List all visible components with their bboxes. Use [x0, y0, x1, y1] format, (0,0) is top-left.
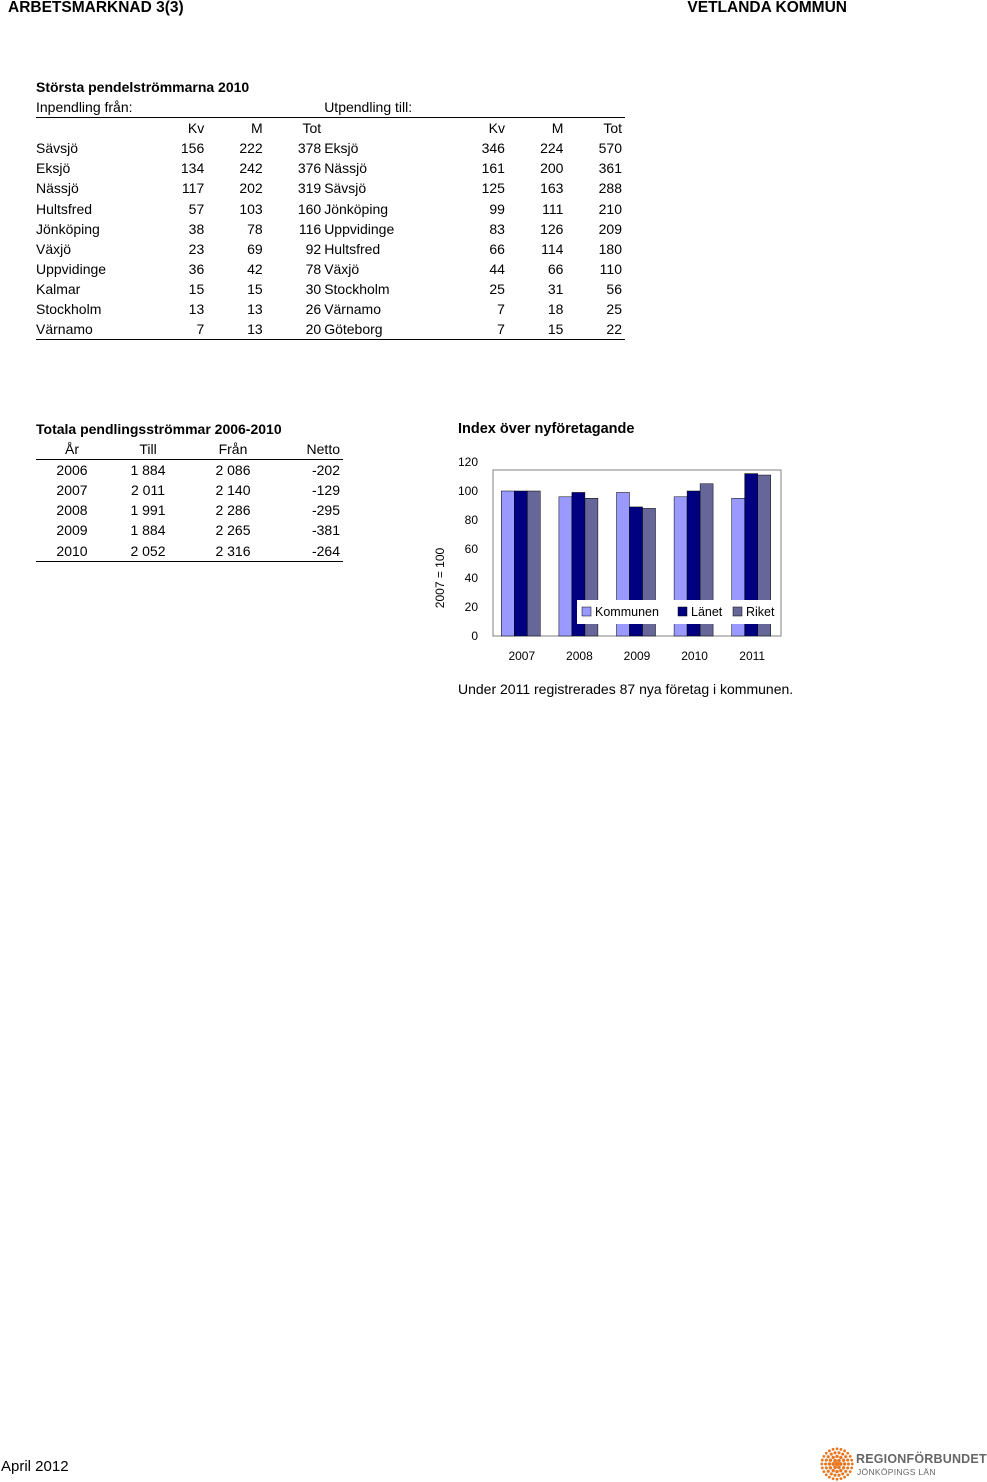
municipality-name: Kalmar: [36, 280, 81, 297]
y-tick-label: 80: [464, 513, 478, 527]
bar-kommunen-2007: [501, 491, 514, 636]
value-cell: 1 884: [130, 462, 166, 479]
count-cell: 69: [247, 240, 263, 257]
count-cell: 31: [547, 280, 564, 297]
municipality-name: Växjö: [324, 260, 360, 277]
count-cell: 42: [247, 260, 263, 277]
value-cell: -381: [311, 522, 340, 539]
table-row: [36, 219, 625, 239]
count-cell: 13: [247, 300, 263, 317]
x-tick-label: 2010: [681, 649, 708, 663]
bar-riket-2007: [527, 491, 540, 636]
col-header: Tot: [603, 120, 622, 137]
table-row: [36, 299, 625, 319]
totala-table: [36, 439, 343, 562]
y-tick-label: 60: [464, 542, 478, 556]
table-row: [36, 158, 625, 178]
logo-name: REGIONFÖRBUNDET: [856, 1452, 987, 1466]
y-tick-label: 20: [464, 600, 478, 614]
bar-länet-2007: [514, 491, 527, 636]
count-cell: 156: [180, 140, 205, 157]
municipality-name: Jönköping: [36, 220, 100, 237]
table-row: [36, 480, 343, 500]
municipality-name: Nässjö: [324, 160, 367, 177]
value-cell: -202: [311, 462, 340, 479]
count-cell: 25: [489, 280, 505, 297]
municipality-name: Nässjö: [36, 180, 79, 197]
count-cell: 7: [450, 319, 508, 340]
col-header: Kv: [187, 120, 205, 137]
municipality-name: Eksjö: [36, 160, 71, 177]
table-row: [36, 500, 343, 520]
municipality-name: Stockholm: [36, 300, 102, 317]
legend-swatch: [582, 607, 591, 616]
x-tick-label: 2011: [739, 649, 766, 663]
count-cell: 78: [305, 260, 322, 277]
x-tick-label: 2007: [508, 649, 536, 663]
value-cell: 1 991: [130, 502, 166, 519]
value-cell: 2 052: [108, 540, 188, 561]
value-cell: 2 265: [215, 522, 251, 539]
count-cell: 23: [188, 240, 205, 257]
municipality-name: Sävsjö: [324, 180, 367, 197]
legend-swatch: [733, 607, 742, 616]
count-cell: 18: [547, 300, 564, 317]
count-cell: 180: [598, 240, 622, 257]
col-header: Till: [108, 439, 188, 460]
count-cell: 56: [606, 280, 622, 297]
bar-kommunen-2008: [559, 497, 572, 636]
count-cell: 22: [566, 319, 625, 340]
count-cell: 30: [305, 280, 322, 297]
count-cell: 110: [599, 260, 622, 277]
count-cell: 66: [489, 240, 505, 257]
year-cell: 2010: [36, 540, 108, 561]
year-cell: 2007: [56, 482, 88, 499]
table-row: [36, 138, 625, 158]
count-cell: 15: [508, 319, 566, 340]
count-cell: 209: [598, 220, 622, 237]
count-cell: 361: [598, 160, 622, 177]
municipality-name: Eksjö: [324, 140, 359, 157]
municipality-name: Stockholm: [324, 280, 390, 297]
municipality-name: Uppvidinge: [36, 260, 107, 277]
value-cell: -264: [278, 540, 343, 561]
table-row: [36, 319, 625, 340]
count-cell: 66: [547, 260, 564, 277]
utpendling-label: Utpendling till:: [324, 97, 625, 118]
municipality-name: Jönköping: [324, 200, 389, 217]
count-cell: 376: [297, 160, 322, 177]
count-cell: 346: [481, 140, 505, 157]
municipality-name: Sävsjö: [36, 140, 79, 157]
x-tick-label: 2009: [623, 649, 651, 663]
count-cell: 20: [266, 319, 324, 340]
legend-label: Kommunen: [595, 605, 659, 619]
col-header: År: [36, 439, 108, 460]
value-cell: 2 140: [215, 482, 251, 499]
count-cell: 200: [540, 160, 564, 177]
municipality-name: Växjö: [36, 240, 72, 257]
count-cell: 117: [181, 180, 205, 197]
header-municipality: VETLANDA KOMMUN: [687, 0, 847, 16]
count-cell: 38: [188, 220, 205, 237]
table-row: [36, 239, 625, 259]
table-row: [36, 520, 343, 540]
count-cell: 378: [297, 140, 322, 157]
col-header: Från: [188, 439, 278, 460]
count-cell: 15: [247, 280, 263, 297]
count-cell: 44: [489, 260, 505, 277]
count-cell: 99: [489, 200, 505, 217]
count-cell: 224: [540, 140, 564, 157]
count-cell: 570: [598, 140, 622, 157]
regionforbundet-logo-icon: [820, 1447, 854, 1481]
col-header: Tot: [302, 120, 322, 137]
table-row: [36, 279, 625, 299]
legend-label: Riket: [746, 605, 775, 619]
value-cell: -129: [311, 482, 340, 499]
count-cell: 160: [297, 200, 322, 217]
municipality-name: Uppvidinge: [324, 220, 395, 237]
municipality-name: Värnamo: [36, 319, 149, 340]
value-cell: -295: [311, 502, 340, 519]
table-row: [36, 540, 343, 561]
value-cell: 2 286: [215, 502, 251, 519]
count-cell: 13: [188, 300, 205, 317]
legend-label: Länet: [691, 605, 723, 619]
count-cell: 36: [188, 260, 205, 277]
value-cell: 2 086: [215, 462, 251, 479]
col-header: Netto: [278, 439, 343, 460]
municipality-name: Värnamo: [324, 300, 381, 317]
col-header: M: [551, 120, 564, 137]
count-cell: 26: [305, 300, 322, 317]
count-cell: 210: [598, 200, 622, 217]
y-tick-label: 120: [457, 455, 478, 469]
note-text: Under 2011 registrerades 87 nya företag i kommunen.: [458, 681, 794, 697]
count-cell: 7: [149, 319, 207, 340]
y-tick-label: 0: [471, 629, 478, 643]
count-cell: 125: [481, 180, 505, 197]
header-title: ARBETSMARKNAD 3(3): [8, 0, 184, 16]
table-row: [36, 259, 625, 279]
count-cell: 25: [606, 300, 622, 317]
count-cell: 13: [207, 319, 265, 340]
count-cell: 222: [239, 140, 263, 157]
count-cell: 288: [598, 180, 622, 197]
count-cell: 111: [542, 200, 564, 217]
pendling-table: [36, 97, 625, 340]
year-cell: 2008: [56, 502, 88, 519]
count-cell: 83: [489, 220, 505, 237]
footer-date: April 2012: [1, 1458, 69, 1475]
municipality-name: Hultsfred: [324, 240, 381, 257]
count-cell: 7: [497, 300, 505, 317]
y-axis-label: 2007 = 100: [433, 547, 447, 609]
y-tick-label: 100: [457, 484, 478, 498]
count-cell: 163: [540, 180, 564, 197]
col-header: M: [251, 120, 263, 137]
inpendling-label: Inpendling från:: [36, 97, 324, 118]
count-cell: 134: [180, 160, 205, 177]
count-cell: 114: [541, 240, 564, 257]
y-tick-label: 40: [464, 571, 478, 585]
col-header: Kv: [488, 120, 505, 137]
count-cell: 319: [297, 180, 322, 197]
count-cell: 92: [305, 240, 322, 257]
count-cell: 103: [239, 200, 263, 217]
count-cell: 78: [247, 220, 263, 237]
index-chart: [425, 440, 795, 675]
count-cell: 242: [239, 160, 263, 177]
count-cell: 202: [239, 180, 263, 197]
table-row: [36, 178, 625, 198]
count-cell: 161: [481, 160, 505, 177]
totala-title: Totala pendlingsströmmar 2006-2010: [36, 421, 282, 437]
chart-title: Index över nyföretagande: [458, 421, 635, 437]
value-cell: 2 316: [188, 540, 278, 561]
count-cell: 57: [188, 200, 205, 217]
municipality-name: Göteborg: [324, 319, 449, 340]
pendling-title: Största pendelströmmarna 2010: [36, 79, 250, 95]
year-cell: 2006: [56, 462, 88, 479]
count-cell: 126: [540, 220, 564, 237]
value-cell: 2 011: [131, 482, 165, 499]
table-row: [36, 460, 343, 481]
year-cell: 2009: [56, 522, 88, 539]
municipality-name: Hultsfred: [36, 200, 93, 217]
table-row: [36, 198, 625, 218]
count-cell: 116: [298, 220, 322, 237]
legend-swatch: [678, 607, 687, 616]
x-tick-label: 2008: [566, 649, 593, 663]
value-cell: 1 884: [130, 522, 166, 539]
count-cell: 15: [188, 280, 205, 297]
logo-subtitle: JÖNKÖPINGS LÄN: [857, 1467, 936, 1477]
